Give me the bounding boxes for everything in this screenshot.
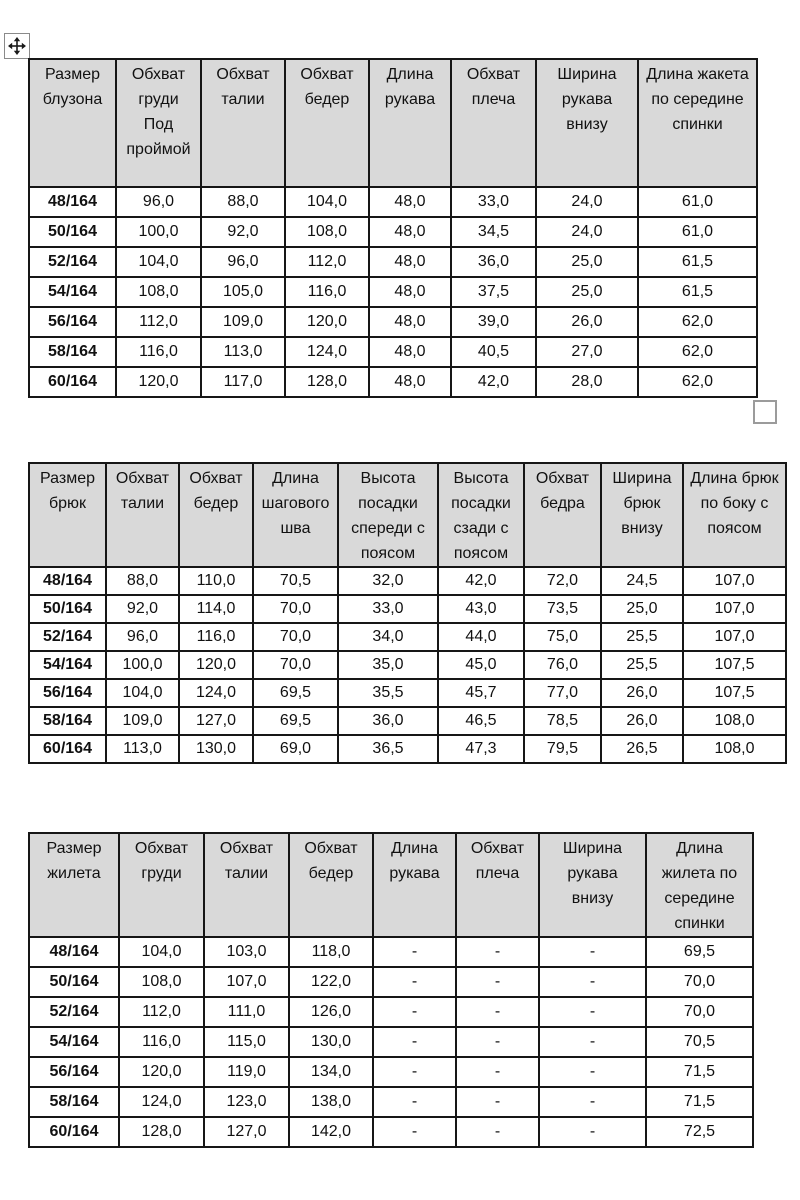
column-header[interactable]: Обхват бедра [524, 463, 601, 567]
value-cell[interactable]: 142,0 [289, 1117, 373, 1147]
column-header[interactable]: Обхват плеча [451, 59, 536, 187]
value-cell[interactable]: 48,0 [369, 337, 451, 367]
column-header[interactable]: Размер жилета [29, 833, 119, 937]
value-cell[interactable]: 26,0 [601, 679, 683, 707]
value-cell[interactable]: 124,0 [119, 1087, 204, 1117]
column-header[interactable]: Длина рукава [373, 833, 456, 937]
table-row [29, 1057, 753, 1087]
value-cell[interactable]: 104,0 [106, 679, 179, 707]
table-row [29, 1117, 753, 1147]
value-cell[interactable]: 109,0 [106, 707, 179, 735]
table-row [29, 247, 757, 277]
table-row [29, 707, 786, 735]
blouson-size-table [28, 58, 758, 398]
column-header[interactable]: Длина жакета по середине спинки [638, 59, 757, 187]
size-cell[interactable]: 48/164 [29, 937, 119, 967]
size-cell[interactable]: 60/164 [29, 735, 106, 763]
value-cell[interactable]: - [539, 997, 646, 1027]
value-cell[interactable]: 26,5 [601, 735, 683, 763]
value-cell[interactable]: 107,0 [683, 623, 786, 651]
column-header[interactable]: Высота посадки спереди с поясом [338, 463, 438, 567]
value-cell[interactable]: 76,0 [524, 651, 601, 679]
value-cell[interactable]: 71,5 [646, 1057, 753, 1087]
value-cell[interactable]: 26,0 [536, 307, 638, 337]
table-row [29, 337, 757, 367]
value-cell[interactable]: 25,5 [601, 651, 683, 679]
value-cell[interactable]: - [456, 1117, 539, 1147]
value-cell[interactable]: 24,0 [536, 217, 638, 247]
value-cell[interactable]: 138,0 [289, 1087, 373, 1117]
value-cell[interactable]: 96,0 [201, 247, 285, 277]
value-cell[interactable]: 35,0 [338, 651, 438, 679]
value-cell[interactable]: 120,0 [285, 307, 369, 337]
value-cell[interactable]: 70,5 [253, 567, 338, 595]
value-cell[interactable]: 108,0 [116, 277, 201, 307]
value-cell[interactable]: 36,5 [338, 735, 438, 763]
column-header[interactable]: Обхват талии [106, 463, 179, 567]
value-cell[interactable]: 70,0 [646, 997, 753, 1027]
value-cell[interactable]: 128,0 [285, 367, 369, 397]
column-header[interactable]: Обхват груди Под проймой [116, 59, 201, 187]
value-cell[interactable]: 72,5 [646, 1117, 753, 1147]
value-cell[interactable]: 78,5 [524, 707, 601, 735]
size-cell[interactable]: 56/164 [29, 679, 106, 707]
value-cell[interactable]: 126,0 [289, 997, 373, 1027]
table-row [29, 735, 786, 763]
value-cell[interactable]: 124,0 [179, 679, 253, 707]
value-cell[interactable]: 24,5 [601, 567, 683, 595]
value-cell[interactable]: 43,0 [438, 595, 524, 623]
value-cell[interactable]: 69,5 [253, 707, 338, 735]
value-cell[interactable]: 61,5 [638, 277, 757, 307]
value-cell[interactable]: 110,0 [179, 567, 253, 595]
table-row [29, 367, 757, 397]
value-cell[interactable]: 27,0 [536, 337, 638, 367]
value-cell[interactable]: 62,0 [638, 307, 757, 337]
value-cell[interactable]: 32,0 [338, 567, 438, 595]
value-cell[interactable]: 96,0 [116, 187, 201, 217]
value-cell[interactable]: 113,0 [201, 337, 285, 367]
value-cell[interactable]: - [373, 1087, 456, 1117]
value-cell[interactable]: 116,0 [285, 277, 369, 307]
value-cell[interactable]: 116,0 [119, 1027, 204, 1057]
value-cell[interactable]: 42,0 [438, 567, 524, 595]
value-cell[interactable]: 103,0 [204, 937, 289, 967]
table-row [29, 937, 753, 967]
value-cell[interactable]: - [456, 1057, 539, 1087]
value-cell[interactable]: 107,0 [683, 595, 786, 623]
value-cell[interactable]: 69,0 [253, 735, 338, 763]
size-cell[interactable]: 54/164 [29, 277, 116, 307]
value-cell[interactable]: - [456, 967, 539, 997]
size-cell[interactable]: 48/164 [29, 187, 116, 217]
value-cell[interactable]: 70,5 [646, 1027, 753, 1057]
column-header[interactable]: Длина рукава [369, 59, 451, 187]
table-row [29, 595, 786, 623]
value-cell[interactable]: 111,0 [204, 997, 289, 1027]
size-cell[interactable]: 56/164 [29, 1057, 119, 1087]
value-cell[interactable]: - [373, 1057, 456, 1087]
table-row [29, 623, 786, 651]
value-cell[interactable]: 70,0 [253, 595, 338, 623]
value-cell[interactable]: 112,0 [119, 997, 204, 1027]
value-cell[interactable]: 34,5 [451, 217, 536, 247]
value-cell[interactable]: - [456, 997, 539, 1027]
value-cell[interactable]: 105,0 [201, 277, 285, 307]
value-cell[interactable]: 70,0 [646, 967, 753, 997]
value-cell[interactable]: 96,0 [106, 623, 179, 651]
value-cell[interactable]: 77,0 [524, 679, 601, 707]
table-move-handle[interactable] [4, 33, 30, 59]
value-cell[interactable]: 33,0 [338, 595, 438, 623]
value-cell[interactable]: 40,5 [451, 337, 536, 367]
value-cell[interactable]: 119,0 [204, 1057, 289, 1087]
value-cell[interactable]: 107,5 [683, 651, 786, 679]
size-cell[interactable]: 48/164 [29, 567, 106, 595]
value-cell[interactable]: 69,5 [253, 679, 338, 707]
value-cell[interactable]: 79,5 [524, 735, 601, 763]
value-cell[interactable]: 70,0 [253, 651, 338, 679]
size-cell[interactable]: 52/164 [29, 247, 116, 277]
header-row [29, 833, 753, 937]
table-row [29, 1027, 753, 1057]
column-header[interactable]: Обхват талии [201, 59, 285, 187]
value-cell[interactable]: 69,5 [646, 937, 753, 967]
column-header[interactable]: Обхват плеча [456, 833, 539, 937]
size-cell[interactable]: 54/164 [29, 1027, 119, 1057]
value-cell[interactable]: 88,0 [201, 187, 285, 217]
value-cell[interactable]: 124,0 [285, 337, 369, 367]
size-cell[interactable]: 54/164 [29, 651, 106, 679]
value-cell[interactable]: 118,0 [289, 937, 373, 967]
table-row [29, 967, 753, 997]
value-cell[interactable]: 114,0 [179, 595, 253, 623]
value-cell[interactable]: 100,0 [116, 217, 201, 247]
value-cell[interactable]: - [539, 937, 646, 967]
value-cell[interactable]: 130,0 [179, 735, 253, 763]
value-cell[interactable]: 48,0 [369, 247, 451, 277]
column-header[interactable]: Ширина брюк внизу [601, 463, 683, 567]
value-cell[interactable]: - [456, 1087, 539, 1117]
table-row [29, 679, 786, 707]
value-cell[interactable]: 36,0 [338, 707, 438, 735]
value-cell[interactable]: 116,0 [116, 337, 201, 367]
column-header[interactable]: Обхват бедер [179, 463, 253, 567]
value-cell[interactable]: 112,0 [116, 307, 201, 337]
value-cell[interactable]: 108,0 [285, 217, 369, 247]
table-row [29, 307, 757, 337]
value-cell[interactable]: 120,0 [119, 1057, 204, 1087]
column-header[interactable]: Ширина рукава внизу [536, 59, 638, 187]
value-cell[interactable]: 107,5 [683, 679, 786, 707]
value-cell[interactable]: 48,0 [369, 217, 451, 247]
table-row [29, 651, 786, 679]
value-cell[interactable]: 88,0 [106, 567, 179, 595]
value-cell[interactable]: 100,0 [106, 651, 179, 679]
table-row [29, 1087, 753, 1117]
value-cell[interactable]: 25,5 [601, 623, 683, 651]
table-resize-handle[interactable] [753, 400, 777, 424]
table-row [29, 187, 757, 217]
value-cell[interactable]: 62,0 [638, 337, 757, 367]
value-cell[interactable]: 61,0 [638, 217, 757, 247]
size-cell[interactable]: 52/164 [29, 623, 106, 651]
value-cell[interactable]: 46,5 [438, 707, 524, 735]
value-cell[interactable]: - [539, 1057, 646, 1087]
value-cell[interactable]: 104,0 [119, 937, 204, 967]
column-header[interactable]: Длина брюк по боку с поясом [683, 463, 786, 567]
value-cell[interactable]: 28,0 [536, 367, 638, 397]
value-cell[interactable]: 108,0 [683, 707, 786, 735]
value-cell[interactable]: 107,0 [683, 567, 786, 595]
value-cell[interactable]: 39,0 [451, 307, 536, 337]
column-header[interactable]: Ширина рукава внизу [539, 833, 646, 937]
column-header[interactable]: Размер брюк [29, 463, 106, 567]
value-cell[interactable]: 73,5 [524, 595, 601, 623]
value-cell[interactable]: 48,0 [369, 277, 451, 307]
value-cell[interactable]: 115,0 [204, 1027, 289, 1057]
value-cell[interactable]: - [456, 1027, 539, 1057]
value-cell[interactable]: 75,0 [524, 623, 601, 651]
value-cell[interactable]: 104,0 [285, 187, 369, 217]
value-cell[interactable]: 120,0 [179, 651, 253, 679]
value-cell[interactable]: 107,0 [204, 967, 289, 997]
value-cell[interactable]: - [373, 937, 456, 967]
trousers-size-table [28, 462, 787, 764]
value-cell[interactable]: 48,0 [369, 187, 451, 217]
value-cell[interactable]: 112,0 [285, 247, 369, 277]
size-cell[interactable]: 50/164 [29, 217, 116, 247]
value-cell[interactable]: 44,0 [438, 623, 524, 651]
column-header[interactable]: Высота посадки сзади с поясом [438, 463, 524, 567]
value-cell[interactable]: 108,0 [683, 735, 786, 763]
value-cell[interactable]: 130,0 [289, 1027, 373, 1057]
value-cell[interactable]: - [373, 967, 456, 997]
size-cell[interactable]: 60/164 [29, 1117, 119, 1147]
vest-size-table [28, 832, 754, 1148]
size-cell[interactable]: 58/164 [29, 707, 106, 735]
value-cell[interactable]: - [456, 937, 539, 967]
value-cell[interactable]: 48,0 [369, 367, 451, 397]
four-way-arrow-icon [8, 37, 26, 55]
value-cell[interactable]: - [539, 1087, 646, 1117]
value-cell[interactable]: 61,0 [638, 187, 757, 217]
value-cell[interactable]: 123,0 [204, 1087, 289, 1117]
value-cell[interactable]: 116,0 [179, 623, 253, 651]
table-row [29, 567, 786, 595]
value-cell[interactable]: 34,0 [338, 623, 438, 651]
value-cell[interactable]: 62,0 [638, 367, 757, 397]
value-cell[interactable]: 127,0 [179, 707, 253, 735]
table-row [29, 997, 753, 1027]
value-cell[interactable]: 36,0 [451, 247, 536, 277]
value-cell[interactable]: 48,0 [369, 307, 451, 337]
size-cell[interactable]: 58/164 [29, 1087, 119, 1117]
value-cell[interactable]: 127,0 [204, 1117, 289, 1147]
value-cell[interactable]: - [373, 997, 456, 1027]
value-cell[interactable]: 134,0 [289, 1057, 373, 1087]
value-cell[interactable]: 45,0 [438, 651, 524, 679]
size-cell[interactable]: 52/164 [29, 997, 119, 1027]
size-cell[interactable]: 50/164 [29, 595, 106, 623]
value-cell[interactable]: 92,0 [201, 217, 285, 247]
value-cell[interactable]: 72,0 [524, 567, 601, 595]
value-cell[interactable]: 108,0 [119, 967, 204, 997]
value-cell[interactable]: 104,0 [116, 247, 201, 277]
value-cell[interactable]: 120,0 [116, 367, 201, 397]
value-cell[interactable]: 33,0 [451, 187, 536, 217]
value-cell[interactable]: 61,5 [638, 247, 757, 277]
value-cell[interactable]: 24,0 [536, 187, 638, 217]
size-cell[interactable]: 58/164 [29, 337, 116, 367]
column-header[interactable]: Длина шагового шва [253, 463, 338, 567]
value-cell[interactable]: 109,0 [201, 307, 285, 337]
column-header[interactable]: Обхват бедер [285, 59, 369, 187]
column-header[interactable]: Длина жилета по середине спинки [646, 833, 753, 937]
size-cell[interactable]: 60/164 [29, 367, 116, 397]
value-cell[interactable]: 122,0 [289, 967, 373, 997]
value-cell[interactable]: 128,0 [119, 1117, 204, 1147]
value-cell[interactable]: 113,0 [106, 735, 179, 763]
value-cell[interactable]: 25,0 [601, 595, 683, 623]
size-cell[interactable]: 56/164 [29, 307, 116, 337]
value-cell[interactable]: - [539, 967, 646, 997]
table-row [29, 217, 757, 247]
value-cell[interactable]: - [373, 1027, 456, 1057]
value-cell[interactable]: 42,0 [451, 367, 536, 397]
value-cell[interactable]: 25,0 [536, 247, 638, 277]
value-cell[interactable]: 25,0 [536, 277, 638, 307]
value-cell[interactable]: 45,7 [438, 679, 524, 707]
size-cell[interactable]: 50/164 [29, 967, 119, 997]
column-header[interactable]: Обхват бедер [289, 833, 373, 937]
value-cell[interactable]: 35,5 [338, 679, 438, 707]
value-cell[interactable]: 117,0 [201, 367, 285, 397]
column-header[interactable]: Обхват талии [204, 833, 289, 937]
value-cell[interactable]: 26,0 [601, 707, 683, 735]
value-cell[interactable]: 37,5 [451, 277, 536, 307]
table-row [29, 277, 757, 307]
value-cell[interactable]: - [539, 1027, 646, 1057]
value-cell[interactable]: 92,0 [106, 595, 179, 623]
value-cell[interactable]: 70,0 [253, 623, 338, 651]
value-cell[interactable]: - [539, 1117, 646, 1147]
column-header[interactable]: Обхват груди [119, 833, 204, 937]
value-cell[interactable]: - [373, 1117, 456, 1147]
header-row [29, 59, 757, 187]
value-cell[interactable]: 71,5 [646, 1087, 753, 1117]
column-header[interactable]: Размер блузона [29, 59, 116, 187]
header-row [29, 463, 786, 567]
value-cell[interactable]: 47,3 [438, 735, 524, 763]
